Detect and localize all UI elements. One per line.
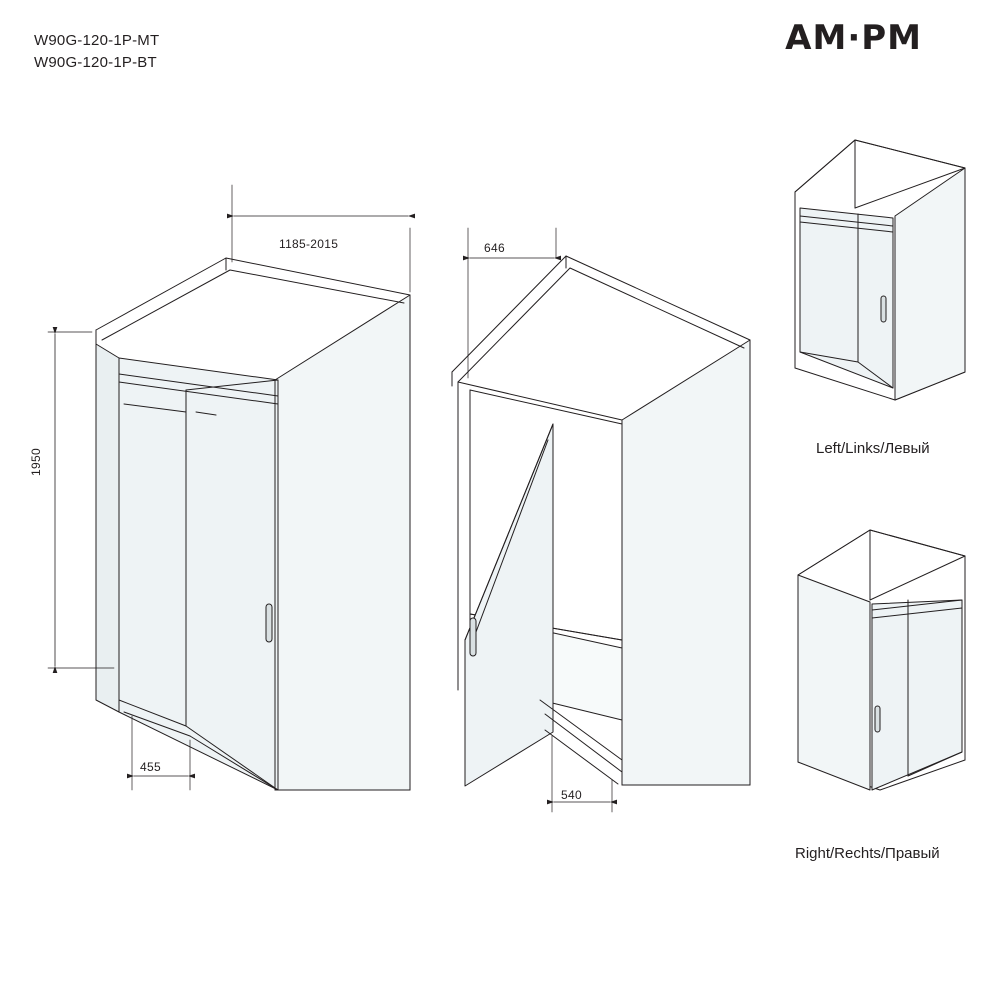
view-closed-door [48,185,410,790]
view-orientation-left [795,140,965,400]
door-handle-icon [470,618,476,656]
dimension-label-bottom-left: 455 [140,760,161,774]
model-code-bt: W90G-120-1P-BT [34,54,157,71]
door-handle-icon [881,296,886,322]
door-handle-icon [266,604,272,642]
dimension-label-width: 1185-2015 [279,237,339,251]
dimension-label-depth: 646 [484,241,505,255]
view-open-door [452,228,750,812]
dimension-label-bottom-right: 540 [561,788,582,802]
view-orientation-right [798,530,965,790]
door-handle-icon [875,706,880,732]
caption-left-orientation: Left/Links/Левый [816,440,930,457]
model-code-mt: W90G-120-1P-MT [34,32,160,49]
caption-right-orientation: Right/Rechts/Правый [795,845,940,862]
dimension-label-height: 1950 [28,448,43,476]
brand-logo: AM·PM [785,18,922,58]
